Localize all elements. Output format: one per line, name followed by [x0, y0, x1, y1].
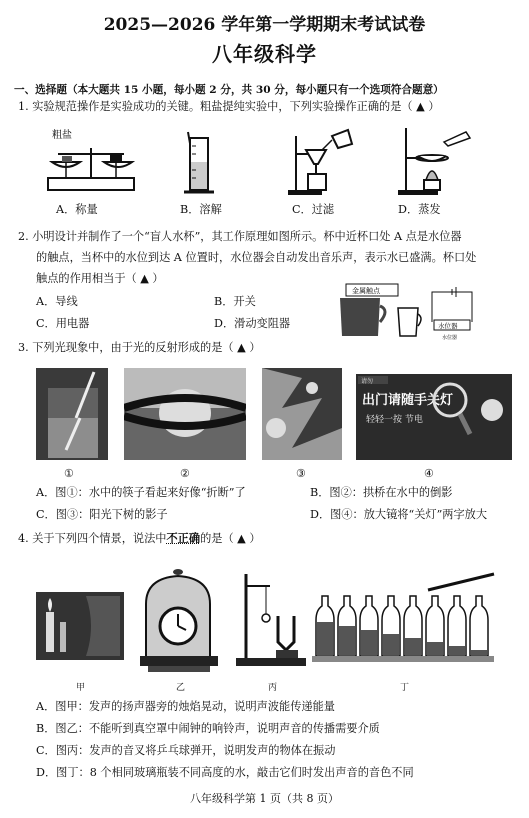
q4-option-d: D．图丁：8 个相同玻璃瓶装不同高度的水，敲击它们时发出声音的音色不同 — [36, 766, 414, 779]
cylinder-figure — [178, 128, 218, 198]
q3-option-c: C．图③：阳光下树的影子 — [36, 508, 168, 521]
evaporation-figure — [392, 122, 472, 198]
q1-option-c: C．过滤 — [292, 203, 335, 216]
q2-stem-line2: 的触点，当杯中的水位到达 A 位置时，水位器会自动发出音乐声，表示水已盛满。杯口处 — [36, 251, 477, 264]
fig4-number: ④ — [424, 467, 435, 480]
fig-ding-label: 丁 — [400, 683, 410, 693]
page-footer: 八年级科学第 1 页（共 8 页） — [190, 792, 339, 805]
glass-bottles-figure — [312, 570, 512, 674]
q2-option-b: B．开关 — [214, 295, 256, 308]
q2-option-c: C．用电器 — [36, 317, 90, 330]
q1-option-a: A．称量 — [56, 203, 98, 216]
fig-jia-label: 甲 — [76, 683, 86, 693]
sign-sub-text: 轻轻一按 节电 — [366, 415, 423, 425]
q1-stem: 1. 实验规范操作是实验成功的关键。粗盐提纯实验中，下列实验操作正确的是（ ▲ ） — [18, 100, 440, 113]
fig-yi-label: 乙 — [176, 683, 186, 693]
section-heading: 一、选择题（本大题共 15 小题，每小题 2 分，共 30 分，每小题只有一个选项符合题意） — [14, 84, 444, 96]
sign-main-text: 出门请随手关灯 — [362, 393, 454, 408]
exam-title: 2025—2026 学年第一学期期末考试试卷 — [103, 15, 426, 35]
fig3-number: ③ — [296, 467, 307, 480]
tree-shadow-photo — [262, 368, 342, 460]
sign-top-text: 请勿 — [361, 378, 374, 385]
fig1-number: ① — [64, 467, 75, 480]
fig2-number: ② — [180, 467, 191, 480]
q3-option-d: D．图④：放大镜将“关灯”两字放大 — [310, 508, 488, 521]
q4-option-c: C．图丙：发声的音叉将乒乓球弹开，说明发声的物体在振动 — [36, 744, 336, 757]
bell-jar-figure — [138, 568, 220, 674]
filter-figure — [286, 126, 356, 198]
water-level-device-label: 水位器 — [438, 322, 458, 330]
chopsticks-photo — [36, 368, 108, 460]
speaker-candle-photo — [36, 592, 124, 660]
tuning-fork-figure — [232, 570, 308, 670]
exam-subject: 八年级科学 — [212, 42, 317, 66]
arch-bridge-photo — [124, 368, 246, 460]
water-level-device-label-2: 水位器 — [442, 335, 458, 341]
q2-option-a: A．导线 — [36, 295, 78, 308]
balance-scale-figure — [44, 126, 144, 196]
q4-emphasis: 不正确 — [166, 531, 201, 545]
q1-option-b: B．溶解 — [180, 203, 222, 216]
scale-label: 粗盐 — [52, 130, 72, 141]
q3-option-a: A．图①：水中的筷子看起来好像“折断”了 — [36, 486, 246, 499]
q1-option-d: D．蒸发 — [398, 203, 441, 216]
metal-contact-label: 金属触点 — [352, 287, 380, 295]
q2-stem-line3: 触点的作用相当于（ ▲ ） — [36, 272, 164, 285]
fig-bing-label: 丙 — [268, 683, 278, 693]
q4-option-b: B．图乙：不能听到真空罩中闹钟的响铃声，说明声音的传播需要介质 — [36, 722, 380, 735]
q3-option-b: B．图②：拱桥在水中的倒影 — [310, 486, 453, 499]
magnifier-sign-photo — [356, 374, 512, 460]
q3-stem: 3. 下列光现象中，由于光的反射形成的是（ ▲ ） — [18, 341, 261, 354]
q4-option-a: A．图甲：发声的扬声器旁的烛焰晃动，说明声波能传递能量 — [36, 700, 335, 713]
q2-stem-line1: 2. 小明设计并制作了一个“盲人水杯”，其工作原理如图所示。杯中近杯口处 A 点是水位器 — [18, 230, 462, 243]
q2-option-d: D．滑动变阻器 — [214, 317, 291, 330]
q4-stem: 4. 关于下列四个情景，说法中不正确的是（ ▲ ） — [18, 531, 261, 545]
blind-cup-figure — [332, 282, 512, 342]
